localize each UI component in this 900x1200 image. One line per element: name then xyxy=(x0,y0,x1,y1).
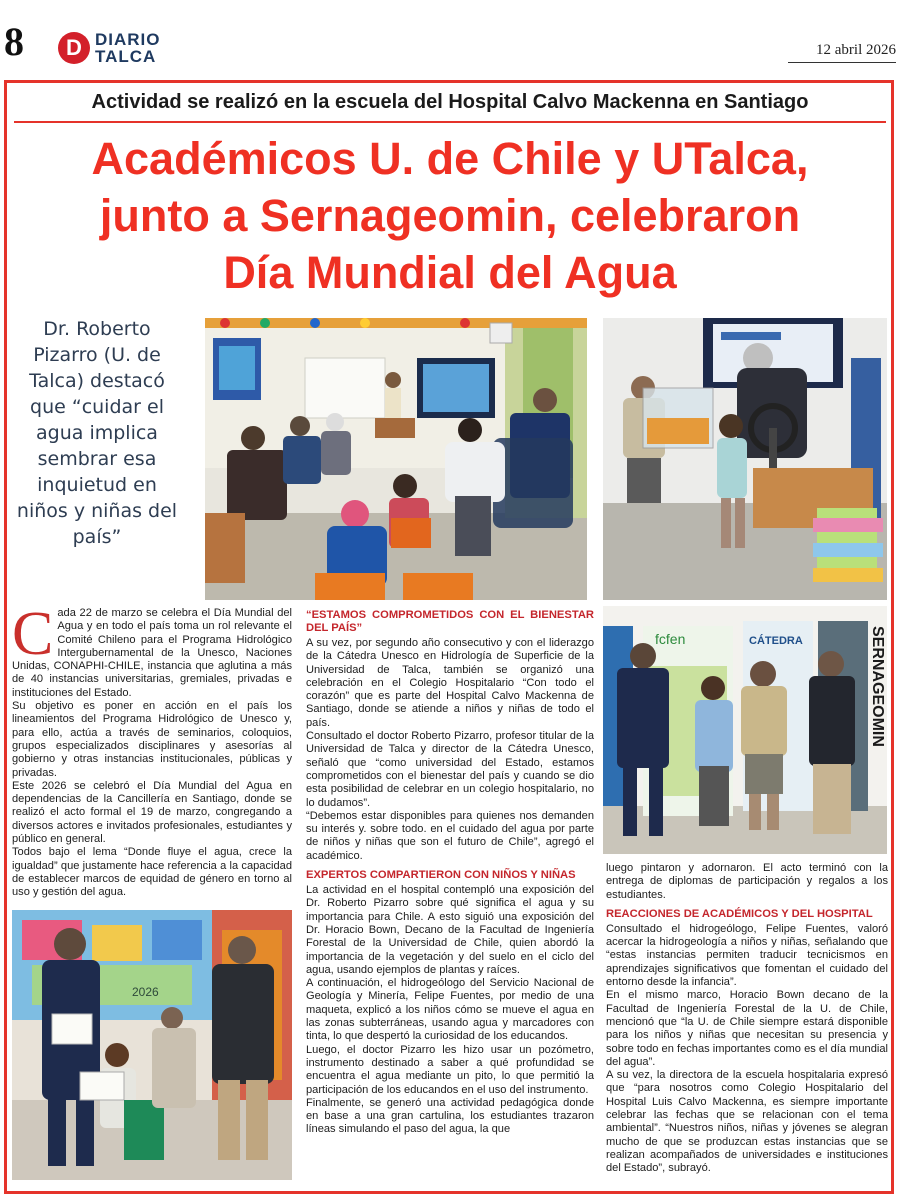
col2-paragraph-4: La actividad en el hospital contempló una exposición del Dr. Roberto Pizarro sobre qué significa el agua y su importancia para Chile. A esto siguió una exposición del Dr. Horacio Bown, Decano de la Facultad de Ingeniería Forestal de la Universidad de Chile, quien abordó la importancia de la vegetación y del suelo en el ciclo del agua, usando ejemplos de plantas y raíces. xyxy=(306,884,594,976)
article-column-1 xyxy=(12,600,292,905)
banner-fcfen: fcfen xyxy=(655,631,686,647)
col2-paragraph-6: Luego, el doctor Pizarro les hizo usar un pozómetro, instrumento destinado a saber a qué profundidad se encuentra el agua mediante un pito, lo que permitió la participación de los educandos en el uso del instrumento. xyxy=(306,1043,594,1096)
col2-paragraph-1: A su vez, por segundo año consecutivo y con el liderazgo de la Cátedra Unesco en Hidrología de Superficie de la Universidad de Talca, también se organizó una celebración en el Colegio Hospitalario “Con todo el corazón” que es parte del Hospital Calvo Mackenna de Santiago, donde se atiende a niños y niñas de todo el país. xyxy=(306,637,594,729)
photo-classroom xyxy=(205,318,587,600)
banner-catedra: CÁTEDRA xyxy=(749,635,803,647)
headline xyxy=(14,130,886,301)
logo-line-1: DIARIO xyxy=(95,30,161,49)
subhead-comprometidos: “ESTAMOS COMPROMETIDOS CON EL BIENESTAR DEL PAÍS” xyxy=(306,609,594,634)
subhead-reacciones: REACCIONES DE ACADÉMICOS Y DEL HOSPITAL xyxy=(606,907,873,920)
banner-sernageomin: SERNAGEOMIN xyxy=(869,626,886,747)
col2-paragraph-3: “Debemos estar disponibles para quienes nos demanden su interés y. sobre todo. en el cuidado del agua por parte de niños y niñas que son el futuro de Chile”, agregó el académico. xyxy=(306,809,594,862)
col1-paragraph-1: ada 22 de marzo se celebra el Día Mundial del Agua y en todo el país toma un rol relevante el Comité Chileno para el Programa Hidrológico Intergubernamental de la Unesco, Naciones Unidas, CONAPHI-CHILE, instancia que aglutina a más de 40 instancias universitarias, gremiales, privadas e instituciones del Estado. xyxy=(12,607,292,699)
col3-paragraph-2: Consultado el hidrogeólogo, Felipe Fuentes, valoró acercar la hidrogeología a niños y niñas, señalando que “estas instancias permiten traducir tecnicismos en aprendizajes significativos que fomentan el cuidado del entorno desde la infancia”. xyxy=(606,922,888,989)
col1-paragraph-4: Todos bajo el lema “Donde fluye el agua, crece la igualdad” que justamente hace referencia a la capacidad de establecer marcos de equidad de género en torno al uso y gestión del agua. xyxy=(12,846,292,899)
logo-icon xyxy=(58,32,90,64)
kicker: Actividad se realizó en la escuela del Hospital Calvo Mackenna en Santiago xyxy=(91,91,809,113)
headline-line-1: Académicos U. de Chile y UTalca, xyxy=(91,133,809,184)
date-rule xyxy=(788,62,896,63)
col2-paragraph-2: Consultado el doctor Roberto Pizarro, profesor titular de la Universidad de Talca y director de la Cátedra Unesco, señaló que “como universidad del Estado, estamos comprometidos con el bienestar del país y cuando se dio esta posibilidad de celebrar en un colegio hospitalario, no lo dudamos”. xyxy=(306,730,594,809)
page-number: 8 xyxy=(4,19,24,64)
kicker-rule xyxy=(14,121,886,123)
photo-diploma xyxy=(12,910,292,1180)
col3-paragraph-3: En el mismo marco, Horacio Bown decano de la Facultad de Ingeniería Forestal de la U. de Chile, mencionó que “la U. de Chile siempre estará disponible para los niños y niñas que necesitan su presencia y sobre todo en fechas importantes como es el día mundial del agua”. xyxy=(606,989,888,1068)
logo-letter: D xyxy=(66,35,82,60)
subhead-expertos: EXPERTOS COMPARTIERON CON NIÑOS Y NIÑAS xyxy=(306,869,576,882)
article-column-3 xyxy=(606,862,888,1192)
photo-model-demo xyxy=(603,318,887,600)
headline-line-2: junto a Sernageomin, celebraron xyxy=(99,190,801,241)
col1-paragraph-3: Este 2026 se celebró el Día Mundial del Agua en dependencias de la Cancillería en Santiago, donde se realizó el acto formal el 19 de marzo, congregando a diversos actores e invitados profesionales, estudiantes y público en general. xyxy=(12,779,292,846)
headline-line-3: Día Mundial del Agua xyxy=(223,247,677,298)
drop-cap: C xyxy=(12,600,54,668)
poster-year: 2026 xyxy=(132,985,159,999)
photo-group xyxy=(603,606,887,854)
col3-paragraph-1: luego pintaron y adornaron. El acto terminó con la entrega de diplomas de participación y regalos a los estudiantes. xyxy=(606,862,888,901)
col2-paragraph-7: Finalmente, se generó una actividad pedagógica donde en base a una gran cartulina, los estudiantes trazaron líneas simulando el paso del agua, la que xyxy=(306,1096,594,1136)
col1-paragraph-2: Su objetivo es poner en acción en el país los lineamientos del Programa Hidrológico de Unesco y, para ello, actúa a través de seminarios, coloquios, grupos especializados disciplinares y asesorías al gobierno y otras instancias institucionales, públicas y privadas. xyxy=(12,700,292,779)
article-column-2 xyxy=(306,609,594,1194)
issue-date: 12 abril 2026 xyxy=(816,42,896,58)
logo-wordmark xyxy=(95,31,161,65)
col2-paragraph-5: A continuación, el hidrogeólogo del Servicio Nacional de Geología y Minería, Felipe Fuentes, por medio de una maqueta, explicó a los niños cómo se mueve el agua en las zonas subterráneas, usando agua y marcadores con tinta, lo que despertó la curiosidad de los educandos. xyxy=(306,977,594,1043)
col3-paragraph-4: A su vez, la directora de la escuela hospitalaria expresó que “para nosotros como Colegio Hospitalario del Hospital Luis Calvo Mackenna, es siempre importante celebrar las fechas que se relacionan con el tema ambiental”. “Nuestros niños, niñas y jóvenes se alegran mucho de que se produzcan estas instancias que se realizan acompañados de universidades e instituciones del Estado”, subrayó. xyxy=(606,1069,888,1175)
pull-quote: Dr. Roberto Pizarro (U. de Talca) destacó que “cuidar el agua implica sembrar esa inquietud en niños y niñas del país” xyxy=(16,318,178,548)
logo-line-2: TALCA xyxy=(95,47,157,66)
